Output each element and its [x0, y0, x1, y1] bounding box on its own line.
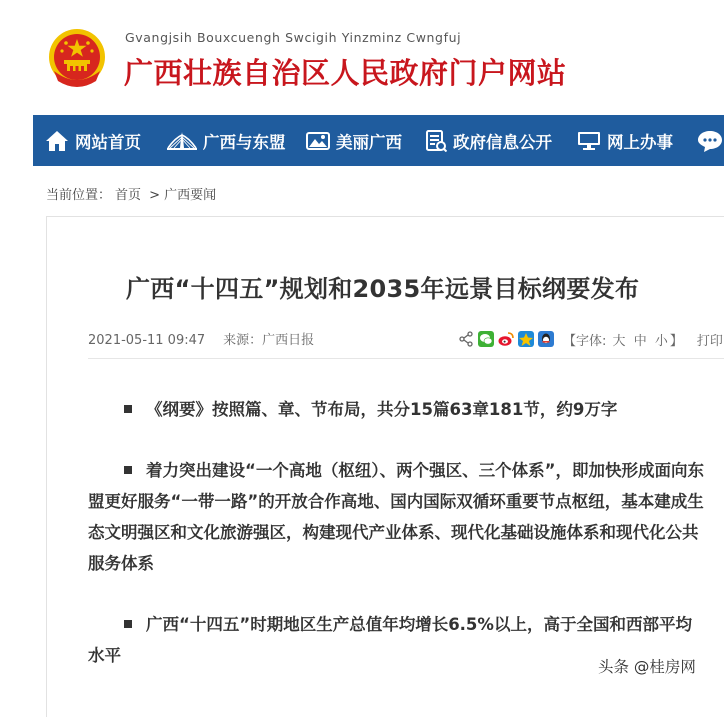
national-emblem-icon	[46, 27, 108, 91]
article-title: 广西“十四五”规划和2035年远景目标纲要发布	[126, 275, 640, 303]
bullet-marker	[124, 405, 132, 413]
paragraph-text: 广西“十四五”时期地区生产总值年均增长6.5%以上，高于全国和西部平均水平	[88, 615, 692, 665]
monitor-icon	[577, 131, 601, 151]
nav-label: 广西与东盟	[203, 132, 286, 152]
wechat-icon[interactable]	[478, 331, 494, 347]
nav-label: 网上办事	[607, 132, 673, 152]
qzone-icon[interactable]	[518, 331, 534, 347]
nav-label: 美丽广西	[336, 132, 402, 152]
nav-item-home[interactable]	[45, 115, 141, 166]
bridge-icon	[167, 130, 197, 152]
meta-divider	[88, 358, 724, 359]
nav-item-asean[interactable]	[167, 115, 286, 166]
article-paragraph	[88, 394, 708, 425]
home-icon	[45, 130, 69, 152]
font-medium-link[interactable]: 中	[633, 333, 647, 349]
nav-label: 政府信息公开	[453, 132, 552, 152]
site-name-english: Gvangjsih Bouxcuengh Swcigih Yinzminz Cwngfuj	[125, 30, 462, 45]
nav-item-gov-info[interactable]	[425, 115, 552, 166]
bullet-marker	[124, 466, 132, 474]
article-meta	[88, 329, 314, 348]
chat-bubble-icon	[697, 129, 723, 153]
share-bar	[458, 329, 723, 349]
font-size-label: 【字体:	[563, 333, 607, 349]
qq-icon[interactable]	[538, 331, 554, 347]
nav-item-chat[interactable]	[697, 115, 724, 166]
article-source: 来源：广西日报	[223, 333, 315, 348]
site-header	[0, 0, 724, 115]
font-size-control	[563, 330, 683, 349]
nav-item-beautiful-guangxi[interactable]	[306, 115, 402, 166]
bullet-marker	[124, 620, 132, 628]
main-nav	[33, 115, 724, 166]
breadcrumb-separator: >	[149, 188, 161, 203]
breadcrumb-current[interactable]: 广西要闻	[164, 188, 217, 203]
font-large-link[interactable]: 大	[612, 333, 626, 349]
breadcrumb	[46, 184, 216, 203]
watermark: 头条 @桂房网	[594, 654, 700, 678]
weibo-icon[interactable]	[498, 331, 514, 347]
print-link[interactable]: 打印	[696, 333, 723, 349]
breadcrumb-prefix: 当前位置：	[46, 188, 112, 203]
nav-label: 网站首页	[75, 132, 141, 152]
publish-date: 2021-05-11 09:47	[88, 333, 206, 348]
share-icon[interactable]	[458, 331, 474, 347]
font-size-close: 】	[669, 333, 683, 349]
breadcrumb-home[interactable]: 首页	[115, 188, 142, 203]
document-icon	[425, 130, 447, 152]
paragraph-text: 《纲要》按照篇、章、节布局，共分15篇63章181节，约9万字	[146, 400, 618, 419]
nav-item-online-service[interactable]	[577, 115, 673, 166]
paragraph-text: 着力突出建设“一个高地（枢纽）、两个强区、三个体系”，即加快形成面向东盟更好服务“一带一路”的开放合作高地、国内国际双循环重要节点枢纽，基本建成生态文明强区和文化旅游强区，构建现代产业体系、现代化基础设施体系和现代化公共服务体系	[88, 461, 704, 573]
article-paragraph	[88, 455, 708, 579]
site-name-chinese[interactable]: 广西壮族自治区人民政府门户网站	[124, 56, 567, 90]
landscape-icon	[306, 131, 330, 151]
font-small-link[interactable]: 小	[654, 333, 668, 349]
